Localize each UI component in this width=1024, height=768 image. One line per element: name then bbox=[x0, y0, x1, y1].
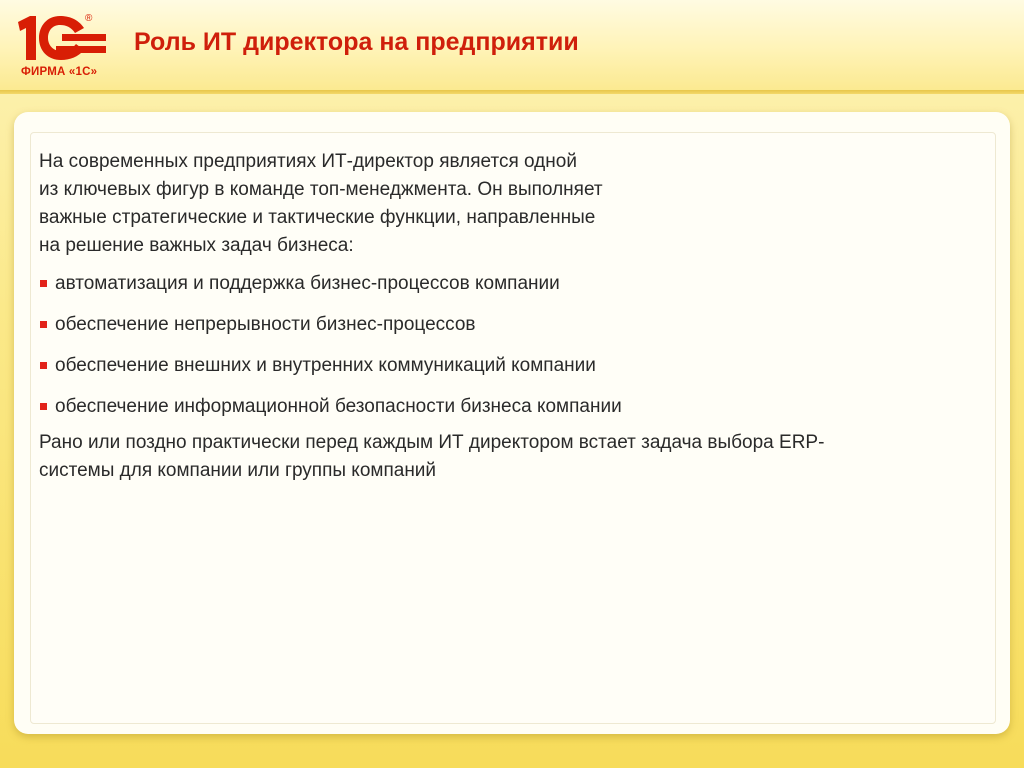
header-divider bbox=[0, 90, 1024, 94]
slide-body bbox=[39, 148, 999, 485]
square-bullet-icon bbox=[40, 280, 47, 287]
list-item bbox=[39, 352, 999, 380]
intro-line: На современных предприятиях ИТ-директор является одной bbox=[39, 151, 577, 172]
square-bullet-icon bbox=[40, 403, 47, 410]
list-item-text: обеспечение внешних и внутренних коммуникаций компании bbox=[55, 355, 596, 376]
slide-title: Роль ИТ директора на предприятии bbox=[134, 28, 579, 56]
list-item bbox=[39, 311, 999, 339]
list-item bbox=[39, 393, 999, 421]
square-bullet-icon bbox=[40, 362, 47, 369]
list-item-text: автоматизация и поддержка бизнес-процессов компании bbox=[55, 273, 560, 294]
list-item bbox=[39, 270, 999, 298]
closing-line: Рано или поздно практически перед каждым ИТ директором встает задача выбора ERP- bbox=[39, 432, 825, 453]
intro-line: на решение важных задач бизнеса: bbox=[39, 235, 354, 256]
function-list bbox=[39, 270, 999, 421]
square-bullet-icon bbox=[40, 321, 47, 328]
logo-caption: ФИРМА «1С» bbox=[21, 66, 98, 78]
intro-line: важные стратегические и тактические функции, направленные bbox=[39, 207, 596, 228]
list-item-text: обеспечение информационной безопасности бизнеса компании bbox=[55, 396, 622, 417]
intro-line: из ключевых фигур в команде топ-менеджмента. Он выполняет bbox=[39, 179, 603, 200]
intro-paragraph bbox=[39, 148, 999, 260]
registered-mark: ® bbox=[85, 13, 93, 24]
list-item-text: обеспечение непрерывности бизнес-процессов bbox=[55, 314, 476, 335]
closing-line: системы для компании или группы компаний bbox=[39, 460, 437, 481]
closing-paragraph bbox=[39, 429, 999, 485]
